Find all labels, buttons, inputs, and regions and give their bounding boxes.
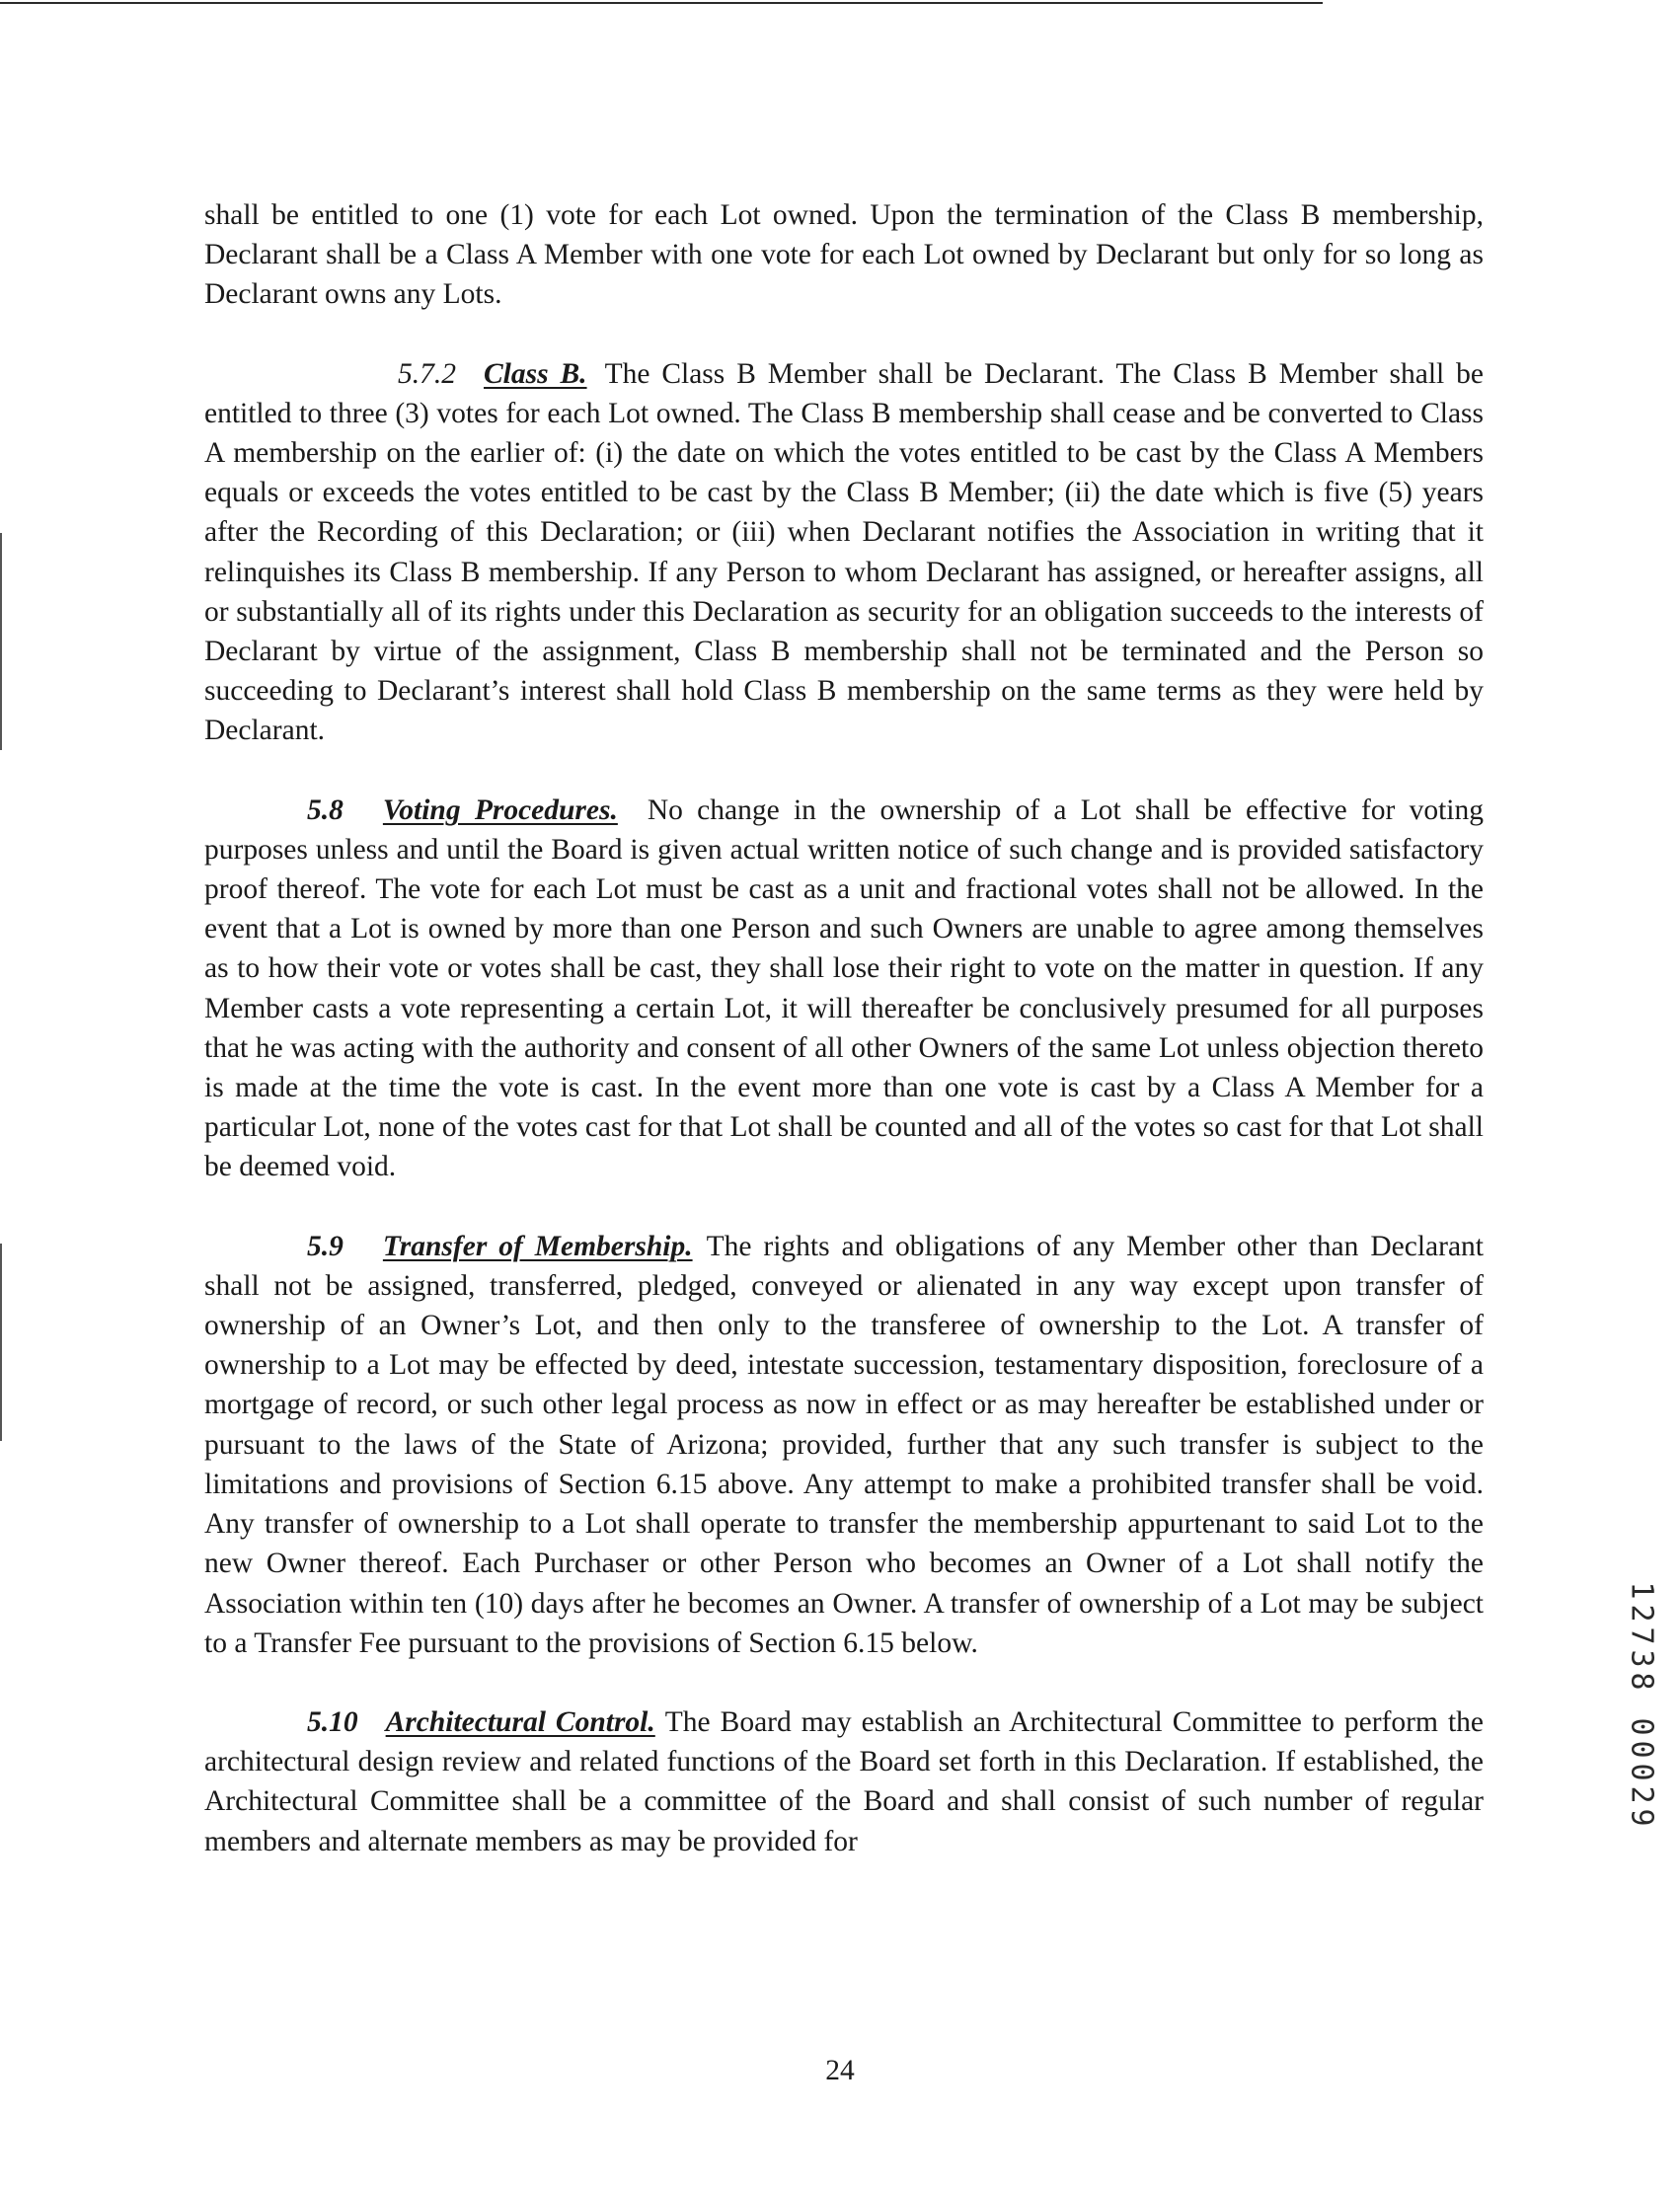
paragraph-continuation <box>204 195 1484 315</box>
recording-stamp-char: 0 <box>1624 1740 1659 1759</box>
section-number: 5.9 <box>307 1230 344 1262</box>
section-5-7-2 <box>204 354 1484 751</box>
scan-left-edge <box>0 1244 2 1441</box>
section-5-9 <box>204 1227 1484 1663</box>
section-title: Architectural Control. <box>385 1705 655 1738</box>
recording-stamp-char: 2 <box>1624 1785 1659 1804</box>
section-5-8 <box>204 791 1484 1187</box>
section-text: The Class B Member shall be Declarant. The Class B Member shall be entitled to three (3) votes for each Lot owned. The Class B membership shall cease and be converted to Class A membership on the earlier of: (i) the date on which the votes entitled to be cast by the Class A Members equals or exceeds the votes entitled to be cast by the Class B Member; (ii) the date which is five (5) years after the Recording of this Declaration; or (iii) when Declarant notifies the Association in writing that it relinquishes its Class B membership. If any Person to whom Declarant has assigned, or hereafter assigns, all or substantially all of its rights under this Declaration as security for an obligation succeeds to the interests of Declarant by virtue of the assignment, Class B membership shall not be terminated and the Person so succeeding to Declarant’s interest shall hold Class B membership on the same terms as they were held by Declarant. <box>204 357 1484 747</box>
section-text: No change in the ownership of a Lot shall be effective for voting purposes unless and until the Board is given actual written notice of such change and is provided satisfactory proof thereof. The vote for each Lot must be cast as a unit and fractional votes shall not be allowed. In the event that a Lot is owned by more than one Person and such Owners are unable to agree among themselves as to how their vote or votes shall be cast, they shall lose their right to vote on the matter in question. If any Member casts a vote representing a certain Lot, it will thereafter be conclusively presumed for all purposes that he was acting with the authority and consent of all other Owners of the same Lot unless objection thereto is made at the time the vote is cast. In the event more than one vote is cast by a Class A Member for a particular Lot, none of the votes cast for that Lot shall be counted and all of the votes so cast for that Lot shall be deemed void. <box>204 793 1484 1183</box>
section-text: The rights and obligations of any Member other than Declarant shall not be assigned, transferred, pledged, conveyed or alienated in any way except upon transfer of ownership of an Owner’s Lot, and then only to the transferee of ownership to the Lot. A transfer of ownership to a Lot may be effected by deed, intestate succession, testamentary disposition, foreclosure of a mortgage of record, or such other legal process as now in effect or as may hereafter be established under or pursuant to the laws of the State of Arizona; provided, further that any such transfer is subject to the limitations and provisions of Section 6.15 above. Any attempt to make a prohibited transfer shall be void. Any transfer of ownership to a Lot shall operate to transfer the membership appurtenant to said Lot to the new Owner thereof. Each Purchaser or other Person who becomes an Owner of a Lot shall notify the Association within ten (10) days after he becomes an Owner. A transfer of ownership of a Lot may be subject to a Transfer Fee pursuant to the provisions of Section 6.15 below. <box>204 1230 1484 1659</box>
recording-stamp-char: 1 <box>1624 1581 1659 1600</box>
recording-stamp-char: 9 <box>1624 1808 1659 1827</box>
section-text: The Board may establish an Architectural Committee to perform the architectural design review and related functions of the Board set forth in this Declaration. If established, the Architectural Committee shall be a committee of the Board and shall consist of such number of regular members and alternate members as may be provided for <box>204 1705 1484 1857</box>
section-title: Voting Procedures. <box>382 793 618 826</box>
recording-stamp <box>1622 1579 1661 1829</box>
section-number: 5.10 <box>307 1705 358 1738</box>
recording-stamp-char: 0 <box>1624 1763 1659 1781</box>
scan-top-rule <box>0 2 1323 4</box>
paragraph-text: shall be entitled to one (1) vote for each Lot owned. Upon the termination of the Class B membership, Declarant shall be a Class A Member with one vote for each Lot owned by Declarant but only for so long as Declarant owns any Lots. <box>204 199 1484 311</box>
section-title: Class B. <box>484 357 587 390</box>
recording-stamp-char: 3 <box>1624 1649 1659 1668</box>
document-body <box>204 195 1484 1861</box>
recording-stamp-char: 7 <box>1624 1626 1659 1645</box>
section-5-10 <box>204 1702 1484 1861</box>
recording-stamp-char: 2 <box>1624 1604 1659 1623</box>
section-number: 5.8 <box>307 793 344 826</box>
page-number: 24 <box>825 2055 855 2086</box>
recording-stamp-char: 0 <box>1624 1717 1659 1736</box>
scan-left-edge <box>0 533 2 750</box>
section-title: Transfer of Membership. <box>382 1230 693 1262</box>
recording-stamp-char: 8 <box>1624 1672 1659 1691</box>
section-number: 5.7.2 <box>398 357 456 390</box>
